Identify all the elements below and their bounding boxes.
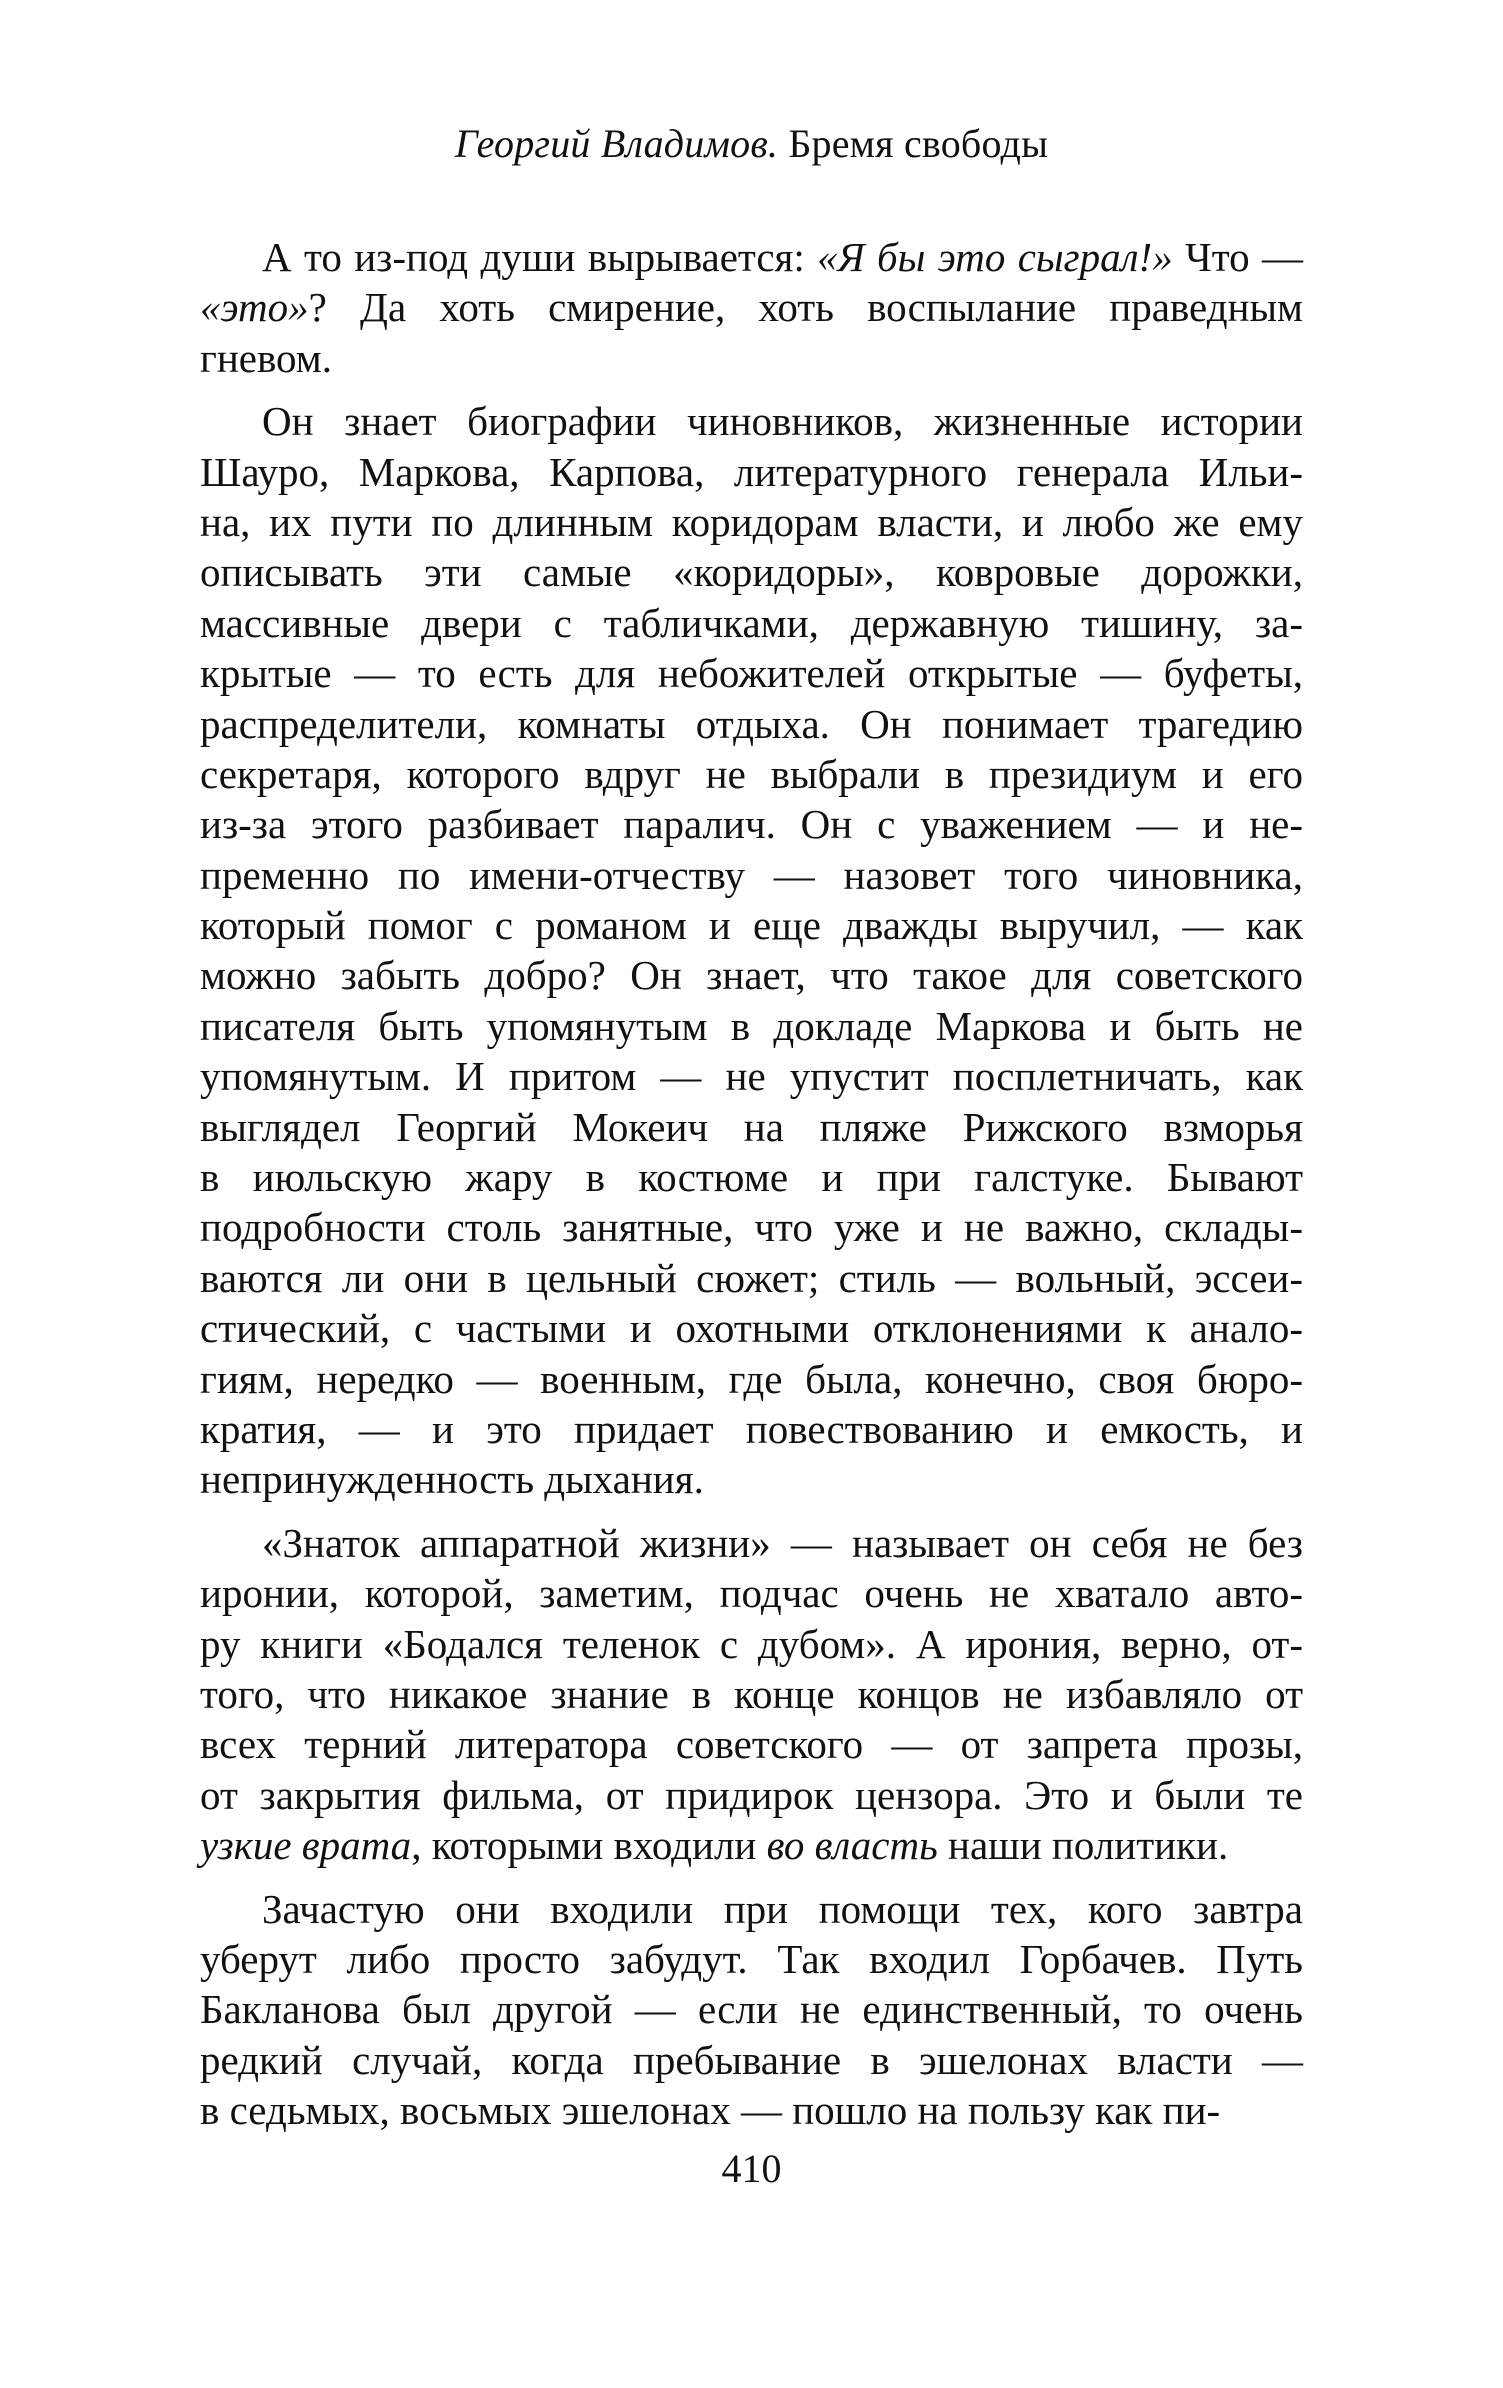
- text-run: стический, с частыми и охотными отклонениями к анало-: [200, 1305, 1303, 1352]
- paragraph-gap: [200, 1505, 1303, 1518]
- text-line: [200, 1354, 1303, 1404]
- text-line: [200, 1051, 1303, 1101]
- text-run: секретаря, которого вдруг не выбрали в президиум и его: [200, 750, 1303, 797]
- italic-phrase: узкие врата: [200, 1822, 412, 1869]
- text-run: наши политики.: [937, 1822, 1229, 1869]
- text-line: [200, 447, 1303, 497]
- text-run: подробности столь занятные, что уже и не важно, склады-: [200, 1204, 1303, 1251]
- text-line: [200, 1303, 1303, 1353]
- text-run: из-за этого разбивает паралич. Он с уважением — и не-: [200, 801, 1303, 848]
- paragraph-gap: [200, 383, 1303, 396]
- text-run: Шауро, Маркова, Карпова, литературного генерала Ильи-: [200, 448, 1303, 495]
- text-run: на, их пути по длинным коридорам власти, и любо же ему: [200, 498, 1303, 545]
- text-run: непринужденность дыхания.: [200, 1456, 704, 1503]
- paragraph-gap: [200, 1871, 1303, 1884]
- text-run: иронии, которой, заметим, подчас очень не хватало авто-: [200, 1570, 1303, 1617]
- text-run: можно забыть добро? Он знает, что такое для советского: [200, 952, 1303, 999]
- text-line: [200, 1568, 1303, 1618]
- text-line: [200, 282, 1303, 332]
- text-run: описывать эти самые «коридоры», ковровые дорожки,: [200, 549, 1303, 596]
- text-line: [200, 648, 1303, 698]
- text-run: в седьмых, восьмых эшелонах — пошло на пользу как пи-: [200, 2087, 1221, 2134]
- text-line: [200, 1934, 1303, 1984]
- text-run: пременно по имени-отчеству — назовет того чиновника,: [200, 851, 1303, 898]
- text-line: [200, 1619, 1303, 1669]
- text-line: [200, 497, 1303, 547]
- italic-phrase: «Я бы это сыграл!»: [817, 234, 1173, 280]
- text-line: [200, 850, 1303, 900]
- paragraph: [200, 1518, 1303, 1871]
- text-run: писателя быть упомянутым в докладе Маркова и быть не: [200, 1002, 1303, 1049]
- text-run: Зачастую они входили при помощи тех, кого завтра: [262, 1885, 1303, 1932]
- text-run: распределители, комнаты отдыха. Он понимает трагедию: [200, 700, 1303, 747]
- text-line: [200, 1202, 1303, 1252]
- text-run: выглядел Георгий Мокеич на пляже Рижского взморья: [200, 1103, 1303, 1150]
- paragraph: [200, 232, 1303, 383]
- text-line: [200, 1152, 1303, 1202]
- text-line: [200, 598, 1303, 648]
- text-line: [200, 900, 1303, 950]
- text-line: [200, 1669, 1303, 1719]
- text-line: [200, 1102, 1303, 1152]
- text-run: Бакланова был другой — если не единственный, то очень: [200, 1986, 1303, 2033]
- text-line: [200, 749, 1303, 799]
- text-line: [200, 2035, 1303, 2085]
- text-line: [200, 1820, 1303, 1870]
- text-run: ? Да хоть смирение, хоть воспылание праведным: [308, 284, 1303, 331]
- text-run: ру книги «Бодался теленок с дубом». А ирония, верно, от-: [200, 1620, 1303, 1667]
- body-text: [200, 232, 1303, 2135]
- running-head-author: Георгий Владимов.: [454, 121, 779, 166]
- text-line: [200, 232, 1303, 282]
- text-run: гневом.: [200, 334, 332, 381]
- text-run: от закрытия фильма, от придирок цензора. Это и были те: [200, 1771, 1303, 1818]
- text-run: в июльскую жару в костюме и при галстуке. Бывают: [200, 1154, 1303, 1201]
- text-line: [200, 1253, 1303, 1303]
- text-line: [200, 2085, 1303, 2135]
- text-line: [200, 333, 1303, 383]
- text-run: упомянутым. И притом — не упустит посплетничать, как: [200, 1053, 1303, 1100]
- paragraph: [200, 1884, 1303, 2136]
- running-head-title: Бремя свободы: [788, 121, 1049, 166]
- text-run: всех терний литератора советского — от запрета прозы,: [200, 1721, 1303, 1768]
- text-run: «Знаток аппаратной жизни» — называет он себя не без: [262, 1519, 1303, 1566]
- page-number: 410: [721, 2146, 782, 2191]
- text-line: [200, 1518, 1303, 1568]
- running-head: [0, 118, 1503, 170]
- text-line: [200, 1719, 1303, 1769]
- text-run: , которыми входили: [411, 1822, 767, 1869]
- text-run: который помог с романом и еще дважды выручил, — как: [200, 902, 1303, 949]
- text-line: [200, 799, 1303, 849]
- text-run: Он знает биографии чиновников, жизненные истории: [262, 398, 1303, 445]
- text-line: [200, 1404, 1303, 1454]
- text-run: массивные двери с табличками, державную тишину, за-: [200, 599, 1303, 646]
- text-line: [200, 396, 1303, 446]
- text-line: [200, 1770, 1303, 1820]
- paragraph: [200, 396, 1303, 1505]
- text-line: [200, 1001, 1303, 1051]
- text-line: [200, 950, 1303, 1000]
- text-line: [200, 1884, 1303, 1934]
- text-line: [200, 547, 1303, 597]
- text-line: [200, 1454, 1303, 1504]
- text-run: кратия, — и это придает повествованию и емкость, и: [200, 1405, 1303, 1452]
- italic-phrase: «это»: [200, 284, 309, 331]
- text-run: Что —: [1172, 234, 1303, 280]
- text-run: того, что никакое знание в конце концов не избавляло от: [200, 1670, 1303, 1717]
- text-run: уберут либо просто забудут. Так входил Горбачев. Путь: [200, 1935, 1303, 1982]
- text-run: ваются ли они в цельный сюжет; стиль — вольный, эссеи-: [200, 1254, 1303, 1301]
- text-run: редкий случай, когда пребывание в эшелонах власти —: [200, 2036, 1303, 2083]
- italic-phrase: во власть: [766, 1822, 938, 1869]
- text-run: А то из-под души вырывается:: [262, 234, 818, 280]
- text-run: крытые — то есть для небожителей открытые — буфеты,: [200, 650, 1303, 697]
- text-line: [200, 1984, 1303, 2034]
- text-run: гиям, нередко — военным, где была, конечно, своя бюро-: [200, 1355, 1303, 1402]
- text-line: [200, 699, 1303, 749]
